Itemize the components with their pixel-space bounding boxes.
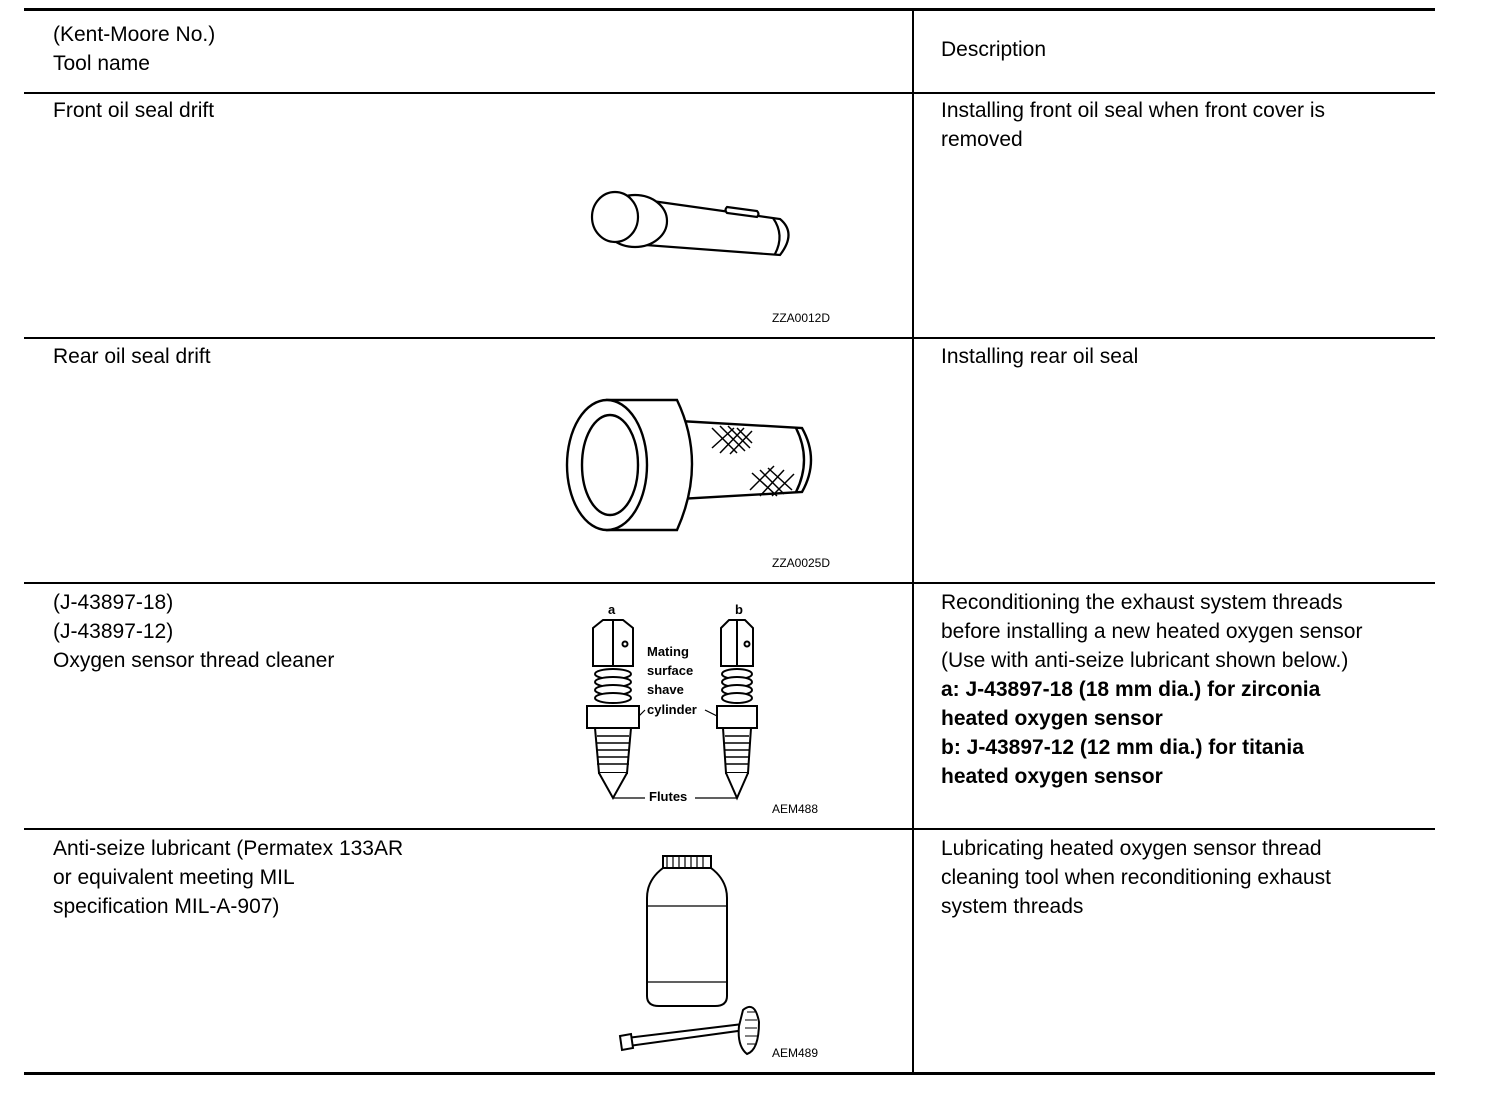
tool-column-header <box>53 20 513 78</box>
description-cell <box>941 834 1421 921</box>
tool-name-cell <box>53 588 513 675</box>
header-line: (Kent-Moore No.) <box>53 23 216 46</box>
table-top-border <box>24 8 1435 11</box>
description-column-header <box>941 35 1421 64</box>
front-oil-seal-drift-illustration <box>585 175 805 265</box>
description-bold-line: b: J-43897-12 (12 mm dia.) for titania <box>941 736 1304 759</box>
description-line: before installing a new heated oxygen sensor <box>941 620 1363 643</box>
description-line: cleaning tool when reconditioning exhaust <box>941 866 1331 889</box>
description-line: removed <box>941 128 1023 151</box>
description-bold-line: heated oxygen sensor <box>941 765 1163 788</box>
header-line: Description <box>941 38 1047 61</box>
figure-label-b: b <box>735 602 743 617</box>
row-divider <box>24 92 1435 94</box>
description-line: Reconditioning the exhaust system threads <box>941 591 1343 614</box>
tool-name-cell <box>53 96 513 125</box>
rear-oil-seal-drift-illustration <box>562 398 817 538</box>
tool-name-cell <box>53 342 513 371</box>
figure-callout: Flutes <box>649 789 688 804</box>
header-line: Tool name <box>53 52 150 75</box>
tool-name-line: (J-43897-18) <box>53 591 174 614</box>
tool-name-line: Rear oil seal drift <box>53 345 211 368</box>
description-cell <box>941 588 1421 791</box>
tool-name-line: Anti-seize lubricant (Permatex 133AR <box>53 837 404 860</box>
tool-name-line: Oxygen sensor thread cleaner <box>53 649 335 672</box>
figure-code: ZZA0025D <box>772 556 831 570</box>
description-cell <box>941 342 1421 371</box>
description-line: Lubricating heated oxygen sensor thread <box>941 837 1322 860</box>
figure-label-a: a <box>608 602 616 617</box>
description-bold-line: heated oxygen sensor <box>941 707 1163 730</box>
figure-callout: surface <box>647 663 694 678</box>
figure-callout: Mating <box>647 644 689 659</box>
table-bottom-border <box>24 1072 1435 1075</box>
row-divider <box>24 828 1435 830</box>
description-line: system threads <box>941 895 1084 918</box>
tool-name-line: (J-43897-12) <box>53 620 174 643</box>
column-divider <box>912 9 914 1075</box>
tool-name-line: Front oil seal drift <box>53 99 215 122</box>
figure-code: AEM488 <box>772 802 819 816</box>
figure-callout: cylinder <box>647 702 697 717</box>
description-line: Installing rear oil seal <box>941 345 1139 368</box>
row-divider <box>24 582 1435 584</box>
description-line: Installing front oil seal when front cover is <box>941 99 1326 122</box>
oxygen-sensor-thread-cleaner-illustration <box>575 598 775 808</box>
description-cell <box>941 96 1421 154</box>
description-bold-line: a: J-43897-18 (18 mm dia.) for zirconia <box>941 678 1321 701</box>
figure-code: ZZA0012D <box>772 311 831 325</box>
tool-name-line: specification MIL-A-907) <box>53 895 280 918</box>
anti-seize-lubricant-illustration <box>615 850 780 1060</box>
tool-name-cell <box>53 834 513 921</box>
figure-callout: shave <box>647 682 684 697</box>
figure-code: AEM489 <box>772 1046 819 1060</box>
row-divider <box>24 337 1435 339</box>
description-line: (Use with anti-seize lubricant shown below.) <box>941 649 1349 672</box>
tool-name-line: or equivalent meeting MIL <box>53 866 295 889</box>
